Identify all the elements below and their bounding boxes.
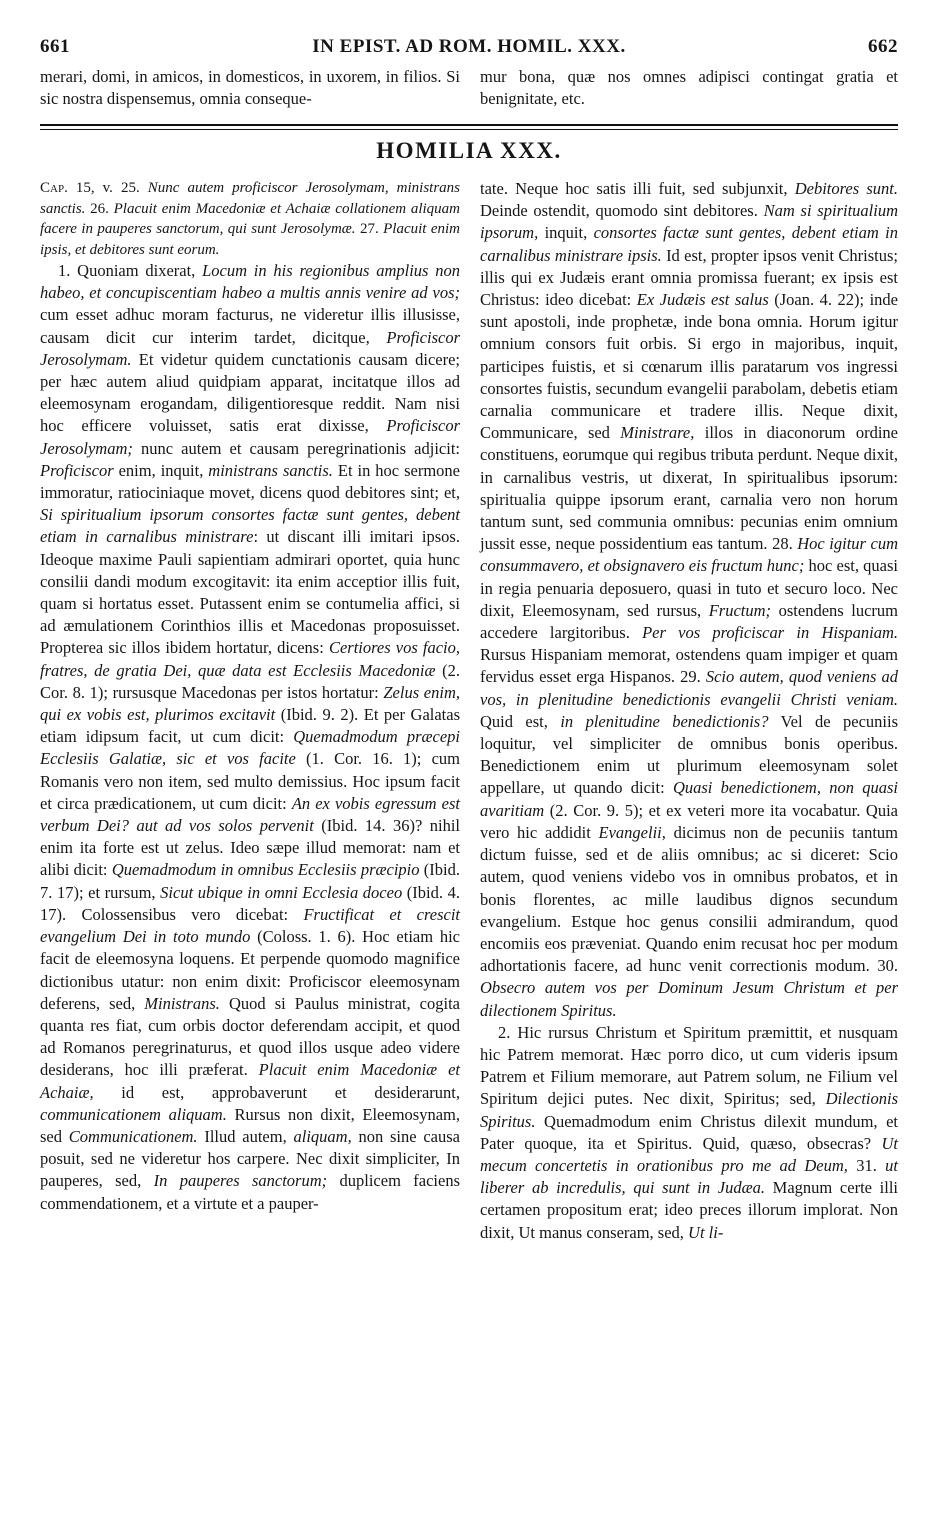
text-run: nunc autem et causam peregrinationis adjicit: [132,438,460,458]
text-run: (Ibid. 4. 17). Colossensibus vero dicebat: [40,882,460,924]
text-run: inquit, [538,223,594,243]
paragraph [480,178,898,1022]
italic-text: Quemadmodum præcepi Ecclesiis Galatiæ, sic et vos facite [40,727,460,769]
text-run: (Ibid. 14. 36)? nihil enim ita forte est ut zelus. Ideo sæpe illud memorat: nam et alibi dicit: [40,816,460,880]
text-run: : ut discant illi imitari ipsos. Ideoque maxime Pauli sapientiam admirari oportet, quia hunc consilii dandi modum excogitavit: ita enim acceptior illis fuit, quam si hortatus esset. Putassent enim se contumelia affici, si ad æmulationem Corinthios illis et Macedonas proposuisset. Propterea sic illos ibidem hortatur, dicens: [40,527,460,658]
text-run: Cap. [40,180,68,196]
homily-title: HOMILIA XXX. [376,138,562,163]
text-run: tate. Neque hoc satis illi fuit, sed subjunxit, [480,179,795,198]
text-run: 27. [355,221,384,237]
carryover-text-left: merari, domi, in amicos, in domesticos, in uxorem, in filios. Si sic nostra dispensemus, omnia conseque- [40,67,460,108]
italic-text: Placuit enim ipsis, et debitores sunt eorum. [40,221,461,258]
text-run: Quid est, [480,711,561,731]
text-run: (Coloss. 1. 6). Hoc etiam hic facit de eleemosyna loquens. Et perpende quomodo magnifice dictionibus utatur: non enim dixit: Proficiscor eleemosynam deferens, sed, [40,927,461,1013]
text-run: Illud autem, [197,1126,294,1146]
text-run: (Ibid. 9. 2). Et per Galatas etiam idipsum facit, ut cum dicit: [40,705,460,747]
italic-text: Obsecro autem vos per Dominum Jesum Christum et per dilectionem Spiritus. [480,978,898,1020]
text-run: 26. [85,200,114,217]
italic-text: Proficiscor Jerosolymam; [40,416,460,458]
italic-text: Fructificat et crescit evangelium Dei in toto mundo [40,904,460,947]
text-run: Et in hoc sermone immoratur, ratiociniaque movet, dicens quod debitores sint; et, [40,460,460,503]
italic-text: Certiores vos facio, fratres, de gratia Dei, quæ data est Ecclesiis Macedoniæ [40,638,461,680]
italic-text: Quemadmodum in omnibus Ecclesiis præcipio [111,860,420,880]
text-run: (Ibid. 7. 17); et rursum, [40,860,460,902]
italic-text: Proficiscor Jerosolymam. [40,327,460,369]
text-run: Quemadmodum enim Christus dilexit mundum, et Pater quoque, ita et Spiritus. Quid, quæso, obsecras? [480,1111,898,1153]
italic-text: Debitores sunt. [794,179,898,198]
italic-text: ministrans sanctis. [208,460,333,480]
italic-text: An ex vobis egressum est verbum Dei? aut ad vos solos pervenit [40,793,460,836]
italic-text: Locum in his regionibus amplius non habeo, et concupiscentiam habeo a multis annis venire ad vos; [40,261,461,303]
italic-text: Communicationem. [68,1126,198,1146]
italic-text: Ex Judæis est salus [636,290,769,310]
text-run: Rursus non dixit, Eleemosynam, sed [40,1104,460,1146]
text-column-left [40,178,460,1215]
running-header [40,36,898,64]
italic-text: Scio autem, quod veniens ad vos, in plenitudine benedictionis evangelii Christi veniam. [480,667,898,709]
text-run: Quod si Paulus ministrat, cogita quanta res fiat, cum orbis doctor deferendam accipit, et quod ad Romanos peregrinaturus, et quod illos usque adeo videre desiderans, hoc illi præferat. [40,993,460,1080]
italic-text: Si spiritualium ipsorum consortes factæ sunt gentes, debent etiam in carnalibus ministrare [40,505,460,547]
italic-text: Zelus enim, qui ex vobis est, plurimos excitavit [40,682,460,725]
italic-text: Per vos proficiscar in Hispaniam. [642,623,898,643]
italic-text: in plenitudine benedictionis? [560,711,769,731]
text-run: dicimus non de pecuniis tantum dictum fuisse, sed et de aliis omnibus; ac si diceret: Scio autem, quod veniens videbo vos in omnibus probatos, et in bonis florentes, ac mille laudibus dignos secundum evangelium. Estque hoc genus consilii admirandum, quod encomiis eos præveniat. Quando enim recusat hoc per modum adhortationis facere, ad hunc venit correctionis modum. 30. [480,822,898,976]
text-run: cum esset adhuc moram facturus, ne videretur illis illusisse, causam dicit cur interim tardet, dicitque, [40,305,460,347]
italic-text: Nunc autem proficiscor Jerosolymam, ministrans sanctis. [40,180,460,217]
italic-text: Sicut ubique in omni Ecclesia doceo [160,882,403,902]
italic-text: Placuit enim Macedoniæ et Achaiæ, [40,1060,460,1102]
italic-text: Evangelii, [598,822,666,842]
italic-text: Hoc igitur cum consummavero, et obsignavero eis fructum hunc; [480,534,898,576]
text-run: Rursus Hispaniam memorat, ostendens quam impiger et quam fervidus esset erga Hispanos. 29. [480,645,898,687]
paragraph [40,260,460,1215]
italic-text: Ministrare, [620,423,695,443]
italic-text: communicationem aliquam. [40,1104,227,1124]
text-run: (2. Cor. 8. 1); rursusque Macedonas per istos hortatur: [40,660,460,702]
text-run: 1. Quoniam dixerat, [58,261,203,280]
text-run: 31. [847,1155,886,1175]
italic-text: Ministrans. [144,993,220,1013]
italic-text: consortes factæ sunt gentes, debent etiam in carnalibus ministrare ipsis. [480,223,898,265]
text-run: Id est, propter ipsos venit Christus; illis qui ex Judæis erant omnia promissa fuerant; ex ipsis est Christus: ideo dicebat: [480,245,898,310]
text-run: duplicem faciens commendationem, et a virtute et a pauper- [40,1171,460,1213]
text-run: enim, inquit, [113,460,209,480]
page-number-right: 662 [868,36,898,57]
italic-text: Ut mecum concertetis in orationibus pro me ad Deum, [480,1133,898,1175]
text-run: hoc est, quasi in regia penuaria deposuero, quasi in tuto et securo loco. Nec dixit, Eleemosynam, sed rursus, [480,556,898,620]
text-run: illos in diaconorum ordine constituens, eorumque qui regibus tributa perdunt. Neque dixit, in carnalibus vestris, ut dixerat, In spiritualibus ipsorum: spiritualia quippe ipsorum erant, carnalia vero non horum tantum sunt, sed communia omnibus: pecunias enim omnium jussit esse, neque possidentium eas tantum. 28. [480,423,898,554]
running-title: IN EPIST. AD ROM. HOMIL. XXX. [312,36,626,57]
page-number-left: 661 [40,36,70,57]
text-run: Vel de pecuniis loquitur, vel simpliciter de omnibus bonis operibus. Benedictionem enim ut plurimum eleemosynam solet appellare, ut quando dicit: [480,711,898,798]
italic-text: Dilectionis Spiritus. [480,1089,898,1131]
italic-text: Ut li- [688,1222,724,1242]
text-run: Magnum certe illi certamen propositum erat; ideo preces illorum implorat. Non dixit, Ut manus conseram, sed, [480,1178,898,1242]
text-run: 2. Hic rursus Christum et Spiritum præmittit, et nusquam hic Patrem memorat. Hæc porro dico, ut cum videris ipsum Patrem et Filium memorare, aut Patrem solum, ne Filium vel Spiritum dejici putes. Nec dixit, Spiritus; sed, [480,1022,898,1109]
text-column-right [480,178,898,1244]
paragraph [480,1022,898,1244]
italic-text: In pauperes sanctorum; [153,1171,328,1191]
text-run: ostendens lucrum accedere largitoribus. [480,600,898,643]
italic-text: Quasi benedictionem, non quasi avaritiam [480,778,899,820]
italic-text: Proficiscor [40,460,114,480]
italic-text: aliquam, [293,1126,352,1146]
text-run: id est, approbaverunt et desiderarunt, [93,1082,460,1102]
paragraph [40,178,460,260]
text-run: 15, v. 25. [67,180,148,196]
text-run: (1. Cor. 16. 1); cum Romanis vero non item, sed multo demissius. Hoc ipsum facit et circa prædicationem, ut cum dicit: [40,749,460,813]
italic-text: Nam si spiritualium ipsorum, [480,201,898,243]
italic-text: Fructum; [708,600,772,620]
italic-text: ut liberer ab incredulis, qui sunt in Judæa. [480,1155,899,1198]
text-run: (Joan. 4. 22); inde sunt apostoli, inde prophetæ, inde bona omnia. Horum igitur omnium consors fuit orbis. Si ergo in majoribus, inquit, participes fuistis, et si cœnarum illis paratarum vos ingressi consortes fuistis, secundum evangelii parabolam, debetis etiam carnalia communicare et tradere illis. Neque dixit, Communicare, sed [480,290,899,443]
text-run: non sine causa posuit, sed ne videretur hos carpere. Nec dixit simpliciter, In pauperes, sed, [40,1126,460,1191]
text-run: Deinde ostendit, quomodo sint debitores. [480,201,764,221]
text-run: Et videtur quidem cunctationis causam dicere; per hæc autem aliud quidpiam apparat, incitatque illos ad eleemosynam erogandam, diligentioresque reddit. Nam nisi hoc efficere voluisset, satis erat dixisse, [40,349,460,436]
section-rule-thick [40,124,898,126]
carryover-text-right: mur bona, quæ nos omnes adipisci contingat gratia et benignitate, etc. [480,67,898,108]
italic-text: Placuit enim Macedoniæ et Achaiæ collationem aliquam facere in pauperes sanctorum, qui sunt Jerosolymæ. [40,200,461,237]
section-rule-thin [40,129,898,130]
text-run: (2. Cor. 9. 5); et ex veteri more ita vocabatur. Quia vero hic addidit [480,800,898,842]
